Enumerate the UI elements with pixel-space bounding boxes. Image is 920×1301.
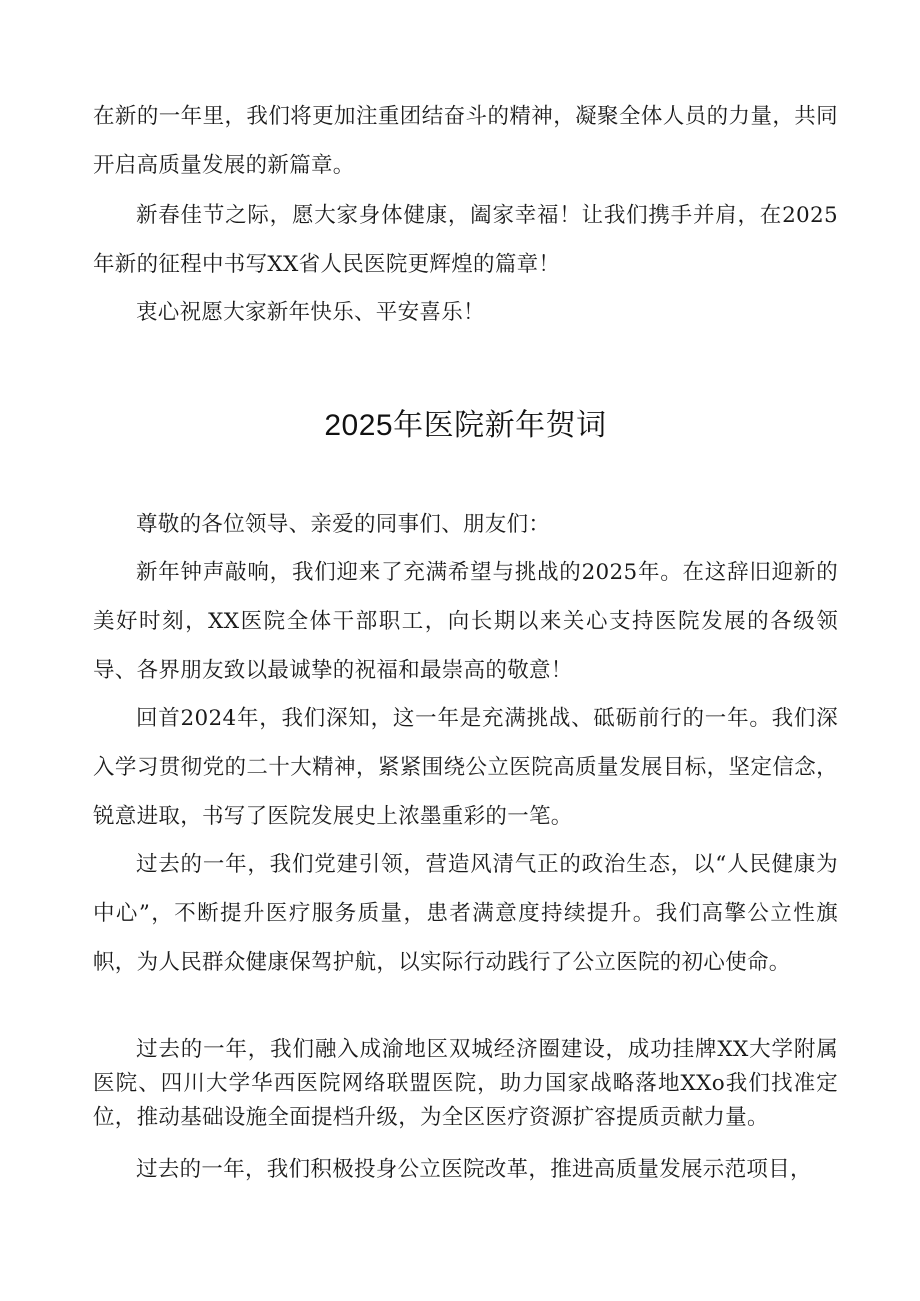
body-paragraph-party-building: 过去的一年，我们党建引领，营造风清气正的政治生态，以“人民健康为中心”，不断提升医疗服务质量，患者满意度持续提升。我们高擎公立性旗帜，为人民群众健康保驾护航，以实际行动践行了公立医院的初心使命。 xyxy=(93,852,838,975)
body-paragraph-chengyu: 过去的一年，我们融入成渝地区双城经济圈建设，成功挂牌XX大学附属医院、四川大学华西医院网络联盟医院，助力国家战略落地XXo我们找准定位，推动基础设施全面提档升级，为全区医疗资源扩容提质贡献力量。 xyxy=(93,1037,838,1130)
body-paragraph-review-2024: 回首2024年，我们深知，这一年是充满挑战、砥砺前行的一年。我们深入学习贯彻党的二十大精神，紧紧围绕公立医院高质量发展目标，坚定信念，锐意进取，书写了医院发展史上浓墨重彩的一笔。 xyxy=(93,706,838,829)
body-paragraph-reform: 过去的一年，我们积极投身公立医院改革，推进高质量发展示范项目， xyxy=(136,1157,812,1182)
intro-paragraph-2: 新春佳节之际，愿大家身体健康，阖家幸福！让我们携手并肩，在2025年新的征程中书写XX省人民医院更辉煌的篇章！ xyxy=(93,203,838,277)
intro-paragraph-1: 在新的一年里，我们将更加注重团结奋斗的精神，凝聚全体人员的力量，共同开启高质量发展的新篇章。 xyxy=(93,104,838,178)
salutation-paragraph: 尊敬的各位领导、亲爱的同事们、朋友们： xyxy=(136,512,551,537)
body-paragraph-new-year: 新年钟声敲响，我们迎来了充满希望与挑战的2025年。在这辞旧迎新的美好时刻，XX医院全体干部职工，向长期以来关心支持医院发展的各级领导、各界朋友致以最诚挚的祝福和最崇高的敬意！ xyxy=(93,560,838,683)
intro-paragraph-3: 衷心祝愿大家新年快乐、平安喜乐！ xyxy=(136,300,485,325)
document-title: 2025年医院新年贺词 xyxy=(324,409,607,442)
